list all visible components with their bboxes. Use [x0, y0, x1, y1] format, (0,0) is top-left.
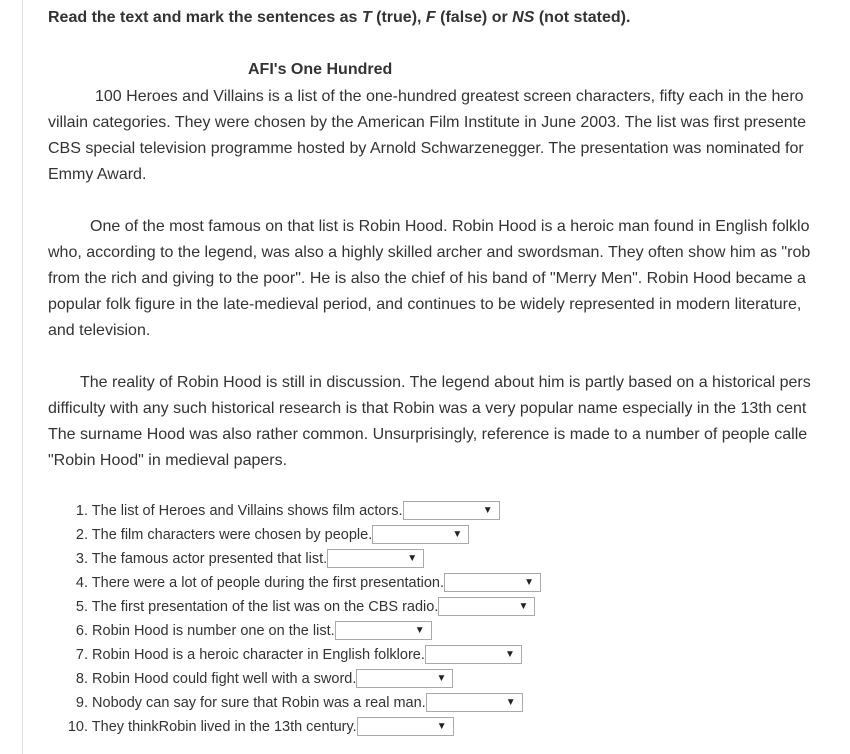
question-text: Robin Hood is a heroic character in English folklore. [92, 647, 425, 663]
chevron-down-icon: ▼ [436, 720, 447, 732]
answer-dropdown[interactable] [403, 501, 500, 520]
paragraph-1 [48, 84, 850, 188]
answer-dropdown[interactable] [372, 525, 469, 544]
paragraph-3 [48, 370, 850, 474]
chevron-down-icon: ▼ [436, 672, 447, 684]
paragraph-line: Emmy Award. [48, 166, 147, 183]
question-number: 10. [67, 719, 88, 735]
question-text: The first presentation of the list was on the CBS radio. [91, 599, 439, 615]
paragraph-2 [48, 214, 850, 344]
question-text: They thinkRobin lived in the 13th century. [91, 719, 357, 735]
chevron-down-icon: ▼ [452, 528, 463, 540]
chevron-down-icon: ▼ [505, 696, 516, 708]
question-item [48, 667, 541, 691]
paragraph-line: popular folk figure in the late-medieval period, and continues to be widely represented in modern literature, [48, 296, 802, 313]
chevron-down-icon: ▼ [518, 600, 529, 612]
answer-dropdown[interactable] [327, 549, 424, 568]
paragraph-line: 100 Heroes and Villains is a list of the one-hundred greatest screen characters, fifty each in the hero [95, 88, 804, 105]
question-text: Robin Hood is number one on the list. [92, 623, 335, 639]
question-number: 4. [75, 575, 88, 591]
paragraph-line: villain categories. They were chosen by the American Film Institute in June 2003. The list was first presente [48, 114, 806, 131]
paragraph-line: difficulty with any such historical research is that Robin was a very popular name especially in the 13th cent [48, 400, 807, 417]
chevron-down-icon: ▼ [407, 552, 418, 564]
question-text: There were a lot of people during the first presentation. [91, 575, 445, 591]
question-item [48, 523, 541, 547]
question-list [48, 499, 541, 739]
paragraph-line: and television. [48, 322, 151, 339]
question-number: 3. [75, 551, 88, 567]
answer-dropdown[interactable] [444, 573, 541, 592]
question-item [48, 571, 541, 595]
answer-dropdown[interactable] [426, 693, 523, 712]
answer-dropdown[interactable] [356, 669, 453, 688]
question-item [48, 691, 541, 715]
paragraph-line: The surname Hood was also rather common. Unsurprisingly, reference is made to a number of people calle [48, 426, 808, 443]
question-text: Robin Hood could fight well with a sword. [92, 671, 357, 687]
question-item [48, 547, 541, 571]
answer-dropdown[interactable] [438, 597, 535, 616]
paragraph-line: The reality of Robin Hood is still in discussion. The legend about him is partly based on a historical pers [80, 374, 811, 391]
page-left-border [22, 0, 23, 754]
question-number: 8. [75, 671, 88, 687]
chevron-down-icon: ▼ [524, 576, 535, 588]
question-item [48, 499, 541, 523]
question-text: The list of Heroes and Villains shows film actors. [91, 503, 403, 519]
answer-dropdown[interactable] [357, 717, 454, 736]
question-number: 6. [75, 623, 88, 639]
text-title: AFI's One Hundred [248, 61, 393, 78]
question-number: 2. [75, 527, 88, 543]
question-item [48, 715, 541, 739]
answer-dropdown[interactable] [425, 645, 522, 664]
paragraph-line: "Robin Hood" in medieval papers. [48, 452, 288, 469]
instruction: Read the text and mark the sentences as T (true), F (false) or NS (not stated). [48, 9, 631, 26]
question-text: The film characters were chosen by people. [91, 527, 373, 543]
paragraph-line: from the rich and giving to the poor". He is also the chief of his band of "Merry Men". Robin Hood became a [48, 270, 806, 287]
paragraph-line: CBS special television programme hosted by Arnold Schwarzenegger. The presentation was nominated for [48, 140, 804, 157]
question-item [48, 595, 541, 619]
question-number: 1. [75, 503, 88, 519]
chevron-down-icon: ▼ [505, 648, 515, 660]
question-number: 7. [75, 647, 88, 663]
question-text: The famous actor presented that list. [91, 551, 328, 567]
question-number: 5. [75, 599, 88, 615]
chevron-down-icon: ▼ [414, 624, 425, 636]
paragraph-line: One of the most famous on that list is Robin Hood. Robin Hood is a heroic man found in English folklo [90, 218, 810, 235]
answer-dropdown[interactable] [335, 621, 432, 640]
question-item [48, 643, 541, 667]
chevron-down-icon: ▼ [482, 504, 493, 516]
question-number: 9. [75, 695, 88, 711]
paragraph-line: who, according to the legend, was also a highly skilled archer and swordsman. They often show him as "rob [48, 244, 811, 261]
question-text: Nobody can say for sure that Robin was a real man. [92, 695, 426, 711]
question-item [48, 619, 541, 643]
